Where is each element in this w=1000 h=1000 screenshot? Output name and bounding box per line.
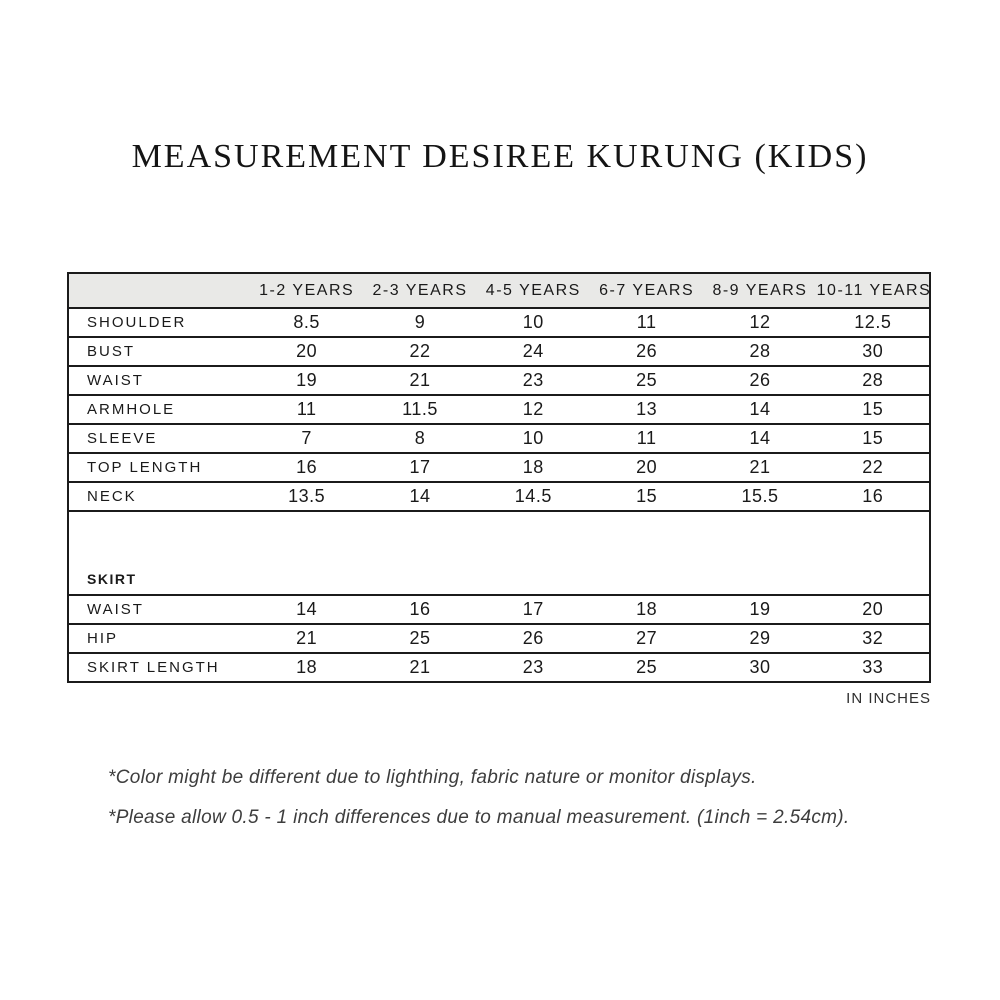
measurement-value: 26 <box>703 366 816 395</box>
skirt-section-row <box>68 511 930 595</box>
measurement-value: 21 <box>363 653 476 682</box>
measurement-value: 19 <box>703 595 816 624</box>
measurement-value: 15.5 <box>703 482 816 511</box>
page-title: MEASUREMENT DESIREE KURUNG (KIDS) <box>131 138 869 175</box>
measurement-value: 18 <box>250 653 363 682</box>
row-label-skirt-length: SKIRT LENGTH <box>68 653 250 682</box>
table-row <box>68 595 930 624</box>
measurement-value: 16 <box>817 482 930 511</box>
measurement-value: 17 <box>363 453 476 482</box>
column-header-8-9-years: 8-9 YEARS <box>703 273 816 308</box>
measurement-value: 11 <box>590 308 703 337</box>
measurement-value: 24 <box>477 337 590 366</box>
measurement-value: 15 <box>590 482 703 511</box>
measurement-value: 9 <box>363 308 476 337</box>
column-header-6-7-years: 6-7 YEARS <box>590 273 703 308</box>
measurement-value: 15 <box>817 395 930 424</box>
table-row <box>68 337 930 366</box>
measurement-value: 20 <box>590 453 703 482</box>
column-header-10-11-years: 10-11 YEARS <box>817 273 930 308</box>
row-label-armhole: ARMHOLE <box>68 395 250 424</box>
measurement-value: 13.5 <box>250 482 363 511</box>
table-row <box>68 424 930 453</box>
table-row <box>68 482 930 511</box>
column-header-2-3-years: 2-3 YEARS <box>363 273 476 308</box>
row-label-neck: NECK <box>68 482 250 511</box>
measurement-value: 18 <box>477 453 590 482</box>
measurement-value: 14 <box>703 424 816 453</box>
skirt-section-body <box>68 511 930 595</box>
measurement-value: 23 <box>477 653 590 682</box>
measurement-value: 22 <box>817 453 930 482</box>
measurement-value: 26 <box>477 624 590 653</box>
measurement-value: 32 <box>817 624 930 653</box>
footnotes <box>108 767 968 847</box>
measurement-value: 14 <box>250 595 363 624</box>
table-row <box>68 366 930 395</box>
measurement-value: 21 <box>703 453 816 482</box>
size-chart-header <box>68 273 930 308</box>
measurement-value: 26 <box>590 337 703 366</box>
skirt-section-label: SKIRT <box>68 511 930 595</box>
column-header-1-2-years: 1-2 YEARS <box>250 273 363 308</box>
measurement-value: 19 <box>250 366 363 395</box>
measurement-value: 12.5 <box>817 308 930 337</box>
measurement-value: 25 <box>363 624 476 653</box>
table-row <box>68 624 930 653</box>
measurement-value: 17 <box>477 595 590 624</box>
measurement-value: 25 <box>590 653 703 682</box>
measurement-value: 13 <box>590 395 703 424</box>
measurement-value: 14 <box>703 395 816 424</box>
unit-note: IN INCHES <box>846 690 931 707</box>
table-row <box>68 453 930 482</box>
row-label-waist: WAIST <box>68 366 250 395</box>
measurement-value: 11 <box>590 424 703 453</box>
top-measurements-body <box>68 308 930 511</box>
measurement-value: 16 <box>363 595 476 624</box>
measurement-value: 29 <box>703 624 816 653</box>
measurement-value: 28 <box>817 366 930 395</box>
measurement-value: 7 <box>250 424 363 453</box>
footnote-measurement-disclaimer: *Please allow 0.5 - 1 inch differences due to manual measurement. (1inch = 2.54cm). <box>108 806 850 828</box>
measurement-value: 11.5 <box>363 395 476 424</box>
measurement-value: 10 <box>477 308 590 337</box>
header-row <box>68 273 930 308</box>
row-label-hip: HIP <box>68 624 250 653</box>
table-row <box>68 395 930 424</box>
row-label-top-length: TOP LENGTH <box>68 453 250 482</box>
measurement-value: 8.5 <box>250 308 363 337</box>
size-chart-table <box>67 272 931 683</box>
measurement-value: 30 <box>703 653 816 682</box>
column-header-4-5-years: 4-5 YEARS <box>477 273 590 308</box>
measurement-value: 23 <box>477 366 590 395</box>
measurement-value: 14 <box>363 482 476 511</box>
skirt-measurements-body <box>68 595 930 682</box>
measurement-value: 11 <box>250 395 363 424</box>
header-corner-cell <box>68 273 250 308</box>
measurement-value: 21 <box>250 624 363 653</box>
measurement-value: 21 <box>363 366 476 395</box>
table-row <box>68 308 930 337</box>
row-label-shoulder: SHOULDER <box>68 308 250 337</box>
row-label-sleeve: SLEEVE <box>68 424 250 453</box>
measurement-value: 16 <box>250 453 363 482</box>
measurement-value: 30 <box>817 337 930 366</box>
measurement-value: 28 <box>703 337 816 366</box>
measurement-value: 18 <box>590 595 703 624</box>
row-label-bust: BUST <box>68 337 250 366</box>
measurement-value: 14.5 <box>477 482 590 511</box>
measurement-value: 12 <box>703 308 816 337</box>
measurement-value: 20 <box>817 595 930 624</box>
measurement-value: 8 <box>363 424 476 453</box>
footnote-color-disclaimer: *Color might be different due to lighthing, fabric nature or monitor displays. <box>108 767 757 788</box>
measurement-value: 12 <box>477 395 590 424</box>
measurement-value: 15 <box>817 424 930 453</box>
measurement-value: 10 <box>477 424 590 453</box>
table-row <box>68 653 930 682</box>
measurement-value: 33 <box>817 653 930 682</box>
measurement-value: 25 <box>590 366 703 395</box>
row-label-waist: WAIST <box>68 595 250 624</box>
measurement-value: 20 <box>250 337 363 366</box>
measurement-value: 27 <box>590 624 703 653</box>
measurement-value: 22 <box>363 337 476 366</box>
